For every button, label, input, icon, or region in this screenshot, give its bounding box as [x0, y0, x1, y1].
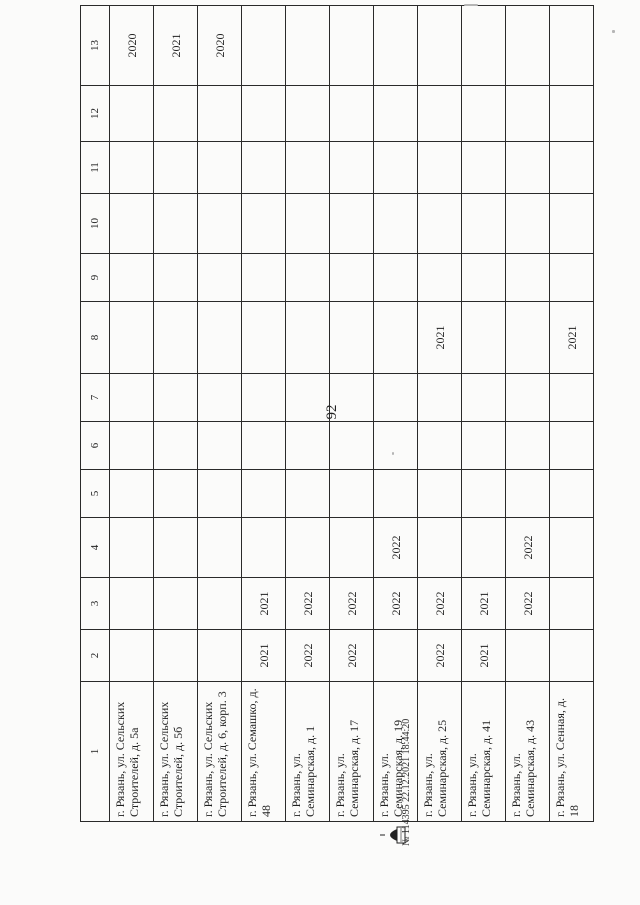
column-header: 11	[81, 142, 110, 194]
year-cell	[330, 86, 374, 142]
year-cell	[198, 86, 242, 142]
year-cell	[286, 142, 330, 194]
year-cell: 2022	[506, 518, 550, 578]
column-header: 8	[81, 302, 110, 374]
year-cell	[110, 518, 154, 578]
year-cell	[330, 302, 374, 374]
year-cell: 2021	[462, 630, 506, 682]
year-cell	[154, 302, 198, 374]
year-cell	[330, 518, 374, 578]
column-header: 12	[81, 86, 110, 142]
year-cell	[110, 422, 154, 470]
year-cell	[550, 6, 594, 86]
year-cell	[198, 302, 242, 374]
year-cell: 2021	[550, 302, 594, 374]
year-cell	[330, 374, 374, 422]
year-cell	[154, 254, 198, 302]
year-cell	[154, 518, 198, 578]
year-cell	[154, 630, 198, 682]
year-cell	[462, 470, 506, 518]
address-cell: г. Рязань, ул. Семашко, д. 48	[242, 682, 286, 822]
column-header: 5	[81, 470, 110, 518]
year-cell	[550, 142, 594, 194]
year-cell	[550, 374, 594, 422]
column-header: 13	[81, 6, 110, 86]
column-header: 2	[81, 630, 110, 682]
year-cell: 2022	[330, 630, 374, 682]
year-cell	[286, 422, 330, 470]
column-header: 3	[81, 578, 110, 630]
column-header: 10	[81, 194, 110, 254]
address-cell: г. Рязань, ул. Сельских Строителей, д. 5б	[154, 682, 198, 822]
year-cell	[110, 142, 154, 194]
year-cell	[374, 374, 418, 422]
year-cell	[286, 518, 330, 578]
year-cell	[550, 422, 594, 470]
table-row	[242, 6, 286, 822]
address-cell: г. Рязань, ул. Сельских Строителей, д. 6, корп. 3	[198, 682, 242, 822]
year-cell	[462, 86, 506, 142]
year-cell	[286, 470, 330, 518]
year-cell	[242, 6, 286, 86]
year-cell	[550, 630, 594, 682]
year-cell	[418, 374, 462, 422]
year-cell: 2022	[418, 578, 462, 630]
year-cell	[506, 86, 550, 142]
table-header-row	[81, 6, 110, 822]
year-cell	[154, 142, 198, 194]
table-row	[154, 6, 198, 822]
year-cell	[462, 6, 506, 86]
year-cell	[286, 86, 330, 142]
year-cell	[462, 194, 506, 254]
table-container	[80, 33, 581, 822]
year-cell	[242, 142, 286, 194]
scan-speck	[392, 452, 394, 455]
year-cell	[330, 142, 374, 194]
year-cell	[418, 254, 462, 302]
year-cell	[110, 302, 154, 374]
address-cell: г. Рязань, ул. Семинарская, д. 41	[462, 682, 506, 822]
year-cell	[198, 578, 242, 630]
year-cell	[374, 142, 418, 194]
year-cell	[242, 470, 286, 518]
year-cell	[418, 86, 462, 142]
year-cell: 2021	[418, 302, 462, 374]
year-cell	[330, 470, 374, 518]
address-cell: г. Рязань, ул. Семинарская, д. 17	[330, 682, 374, 822]
year-cell	[330, 194, 374, 254]
year-cell	[374, 422, 418, 470]
year-cell: 2022	[374, 518, 418, 578]
year-cell	[374, 86, 418, 142]
year-cell: 2021	[242, 630, 286, 682]
year-cell	[242, 422, 286, 470]
year-cell	[418, 6, 462, 86]
year-cell: 2021	[154, 6, 198, 86]
year-cell	[550, 578, 594, 630]
year-cell	[242, 194, 286, 254]
year-cell	[110, 374, 154, 422]
year-cell	[374, 254, 418, 302]
year-cell	[462, 374, 506, 422]
year-cell: 2020	[110, 6, 154, 86]
year-cell	[374, 302, 418, 374]
year-cell	[550, 254, 594, 302]
year-cell	[506, 194, 550, 254]
table-row	[462, 6, 506, 822]
year-cell	[198, 470, 242, 518]
year-cell	[506, 374, 550, 422]
year-cell	[110, 194, 154, 254]
year-cell	[286, 194, 330, 254]
scan-speck	[612, 30, 615, 33]
year-cell	[462, 518, 506, 578]
year-cell	[418, 422, 462, 470]
table-row	[110, 6, 154, 822]
year-cell	[506, 142, 550, 194]
year-cell: 2020	[198, 6, 242, 86]
table-row	[418, 6, 462, 822]
year-cell	[506, 630, 550, 682]
year-cell	[198, 142, 242, 194]
year-cell	[286, 254, 330, 302]
table-row	[550, 6, 594, 822]
year-cell	[462, 422, 506, 470]
year-cell	[506, 470, 550, 518]
year-cell: 2022	[330, 578, 374, 630]
year-cell	[198, 374, 242, 422]
data-table	[80, 5, 594, 822]
table-row	[506, 6, 550, 822]
year-cell	[198, 194, 242, 254]
year-cell	[198, 422, 242, 470]
scan-speck	[464, 4, 478, 6]
year-cell	[110, 630, 154, 682]
table-row	[286, 6, 330, 822]
column-header: 4	[81, 518, 110, 578]
page-number: 92	[324, 404, 340, 420]
address-cell: г. Рязань, ул. Семинарская, д. 19	[374, 682, 418, 822]
year-cell	[154, 86, 198, 142]
year-cell	[550, 518, 594, 578]
year-cell: 2021	[242, 578, 286, 630]
year-cell	[242, 86, 286, 142]
year-cell	[506, 6, 550, 86]
year-cell	[198, 254, 242, 302]
year-cell	[154, 194, 198, 254]
year-cell	[330, 6, 374, 86]
year-cell	[110, 578, 154, 630]
year-cell: 2022	[374, 578, 418, 630]
year-cell	[418, 142, 462, 194]
year-cell: 2021	[462, 578, 506, 630]
column-header: 1	[81, 682, 110, 822]
year-cell	[550, 194, 594, 254]
year-cell: 2022	[286, 630, 330, 682]
year-cell	[330, 254, 374, 302]
year-cell	[506, 422, 550, 470]
year-cell	[110, 470, 154, 518]
year-cell	[110, 86, 154, 142]
year-cell: 2022	[418, 630, 462, 682]
year-cell	[154, 422, 198, 470]
year-cell: 2022	[506, 578, 550, 630]
year-cell	[462, 142, 506, 194]
year-cell	[154, 470, 198, 518]
year-cell	[242, 518, 286, 578]
year-cell	[506, 302, 550, 374]
year-cell	[550, 86, 594, 142]
year-cell	[286, 6, 330, 86]
year-cell	[154, 578, 198, 630]
year-cell	[462, 254, 506, 302]
year-cell	[330, 422, 374, 470]
address-cell: г. Рязань, ул. Семинарская, д. 1	[286, 682, 330, 822]
year-cell	[242, 302, 286, 374]
column-header: 6	[81, 422, 110, 470]
year-cell	[154, 374, 198, 422]
address-cell: г. Рязань, ул. Семинарская, д. 43	[506, 682, 550, 822]
year-cell: 2022	[286, 578, 330, 630]
year-cell	[198, 518, 242, 578]
address-cell: г. Рязань, ул. Сельских Строителей, д. 5а	[110, 682, 154, 822]
year-cell	[462, 302, 506, 374]
year-cell	[198, 630, 242, 682]
year-cell	[418, 470, 462, 518]
year-cell	[550, 470, 594, 518]
address-cell: г. Рязань, ул. Сенная, д. 18	[550, 682, 594, 822]
address-cell: г. Рязань, ул. Семинарская, д. 25	[418, 682, 462, 822]
year-cell	[506, 254, 550, 302]
column-header: 9	[81, 254, 110, 302]
year-cell	[242, 254, 286, 302]
year-cell	[110, 254, 154, 302]
year-cell	[418, 518, 462, 578]
registration-stamp: № 114395 22.12.2021 18:44:20	[401, 718, 412, 846]
table-row	[198, 6, 242, 822]
year-cell	[286, 374, 330, 422]
year-cell	[286, 302, 330, 374]
year-cell	[374, 6, 418, 86]
year-cell	[374, 194, 418, 254]
year-cell	[242, 374, 286, 422]
table-row	[330, 6, 374, 822]
year-cell	[418, 194, 462, 254]
column-header: 7	[81, 374, 110, 422]
